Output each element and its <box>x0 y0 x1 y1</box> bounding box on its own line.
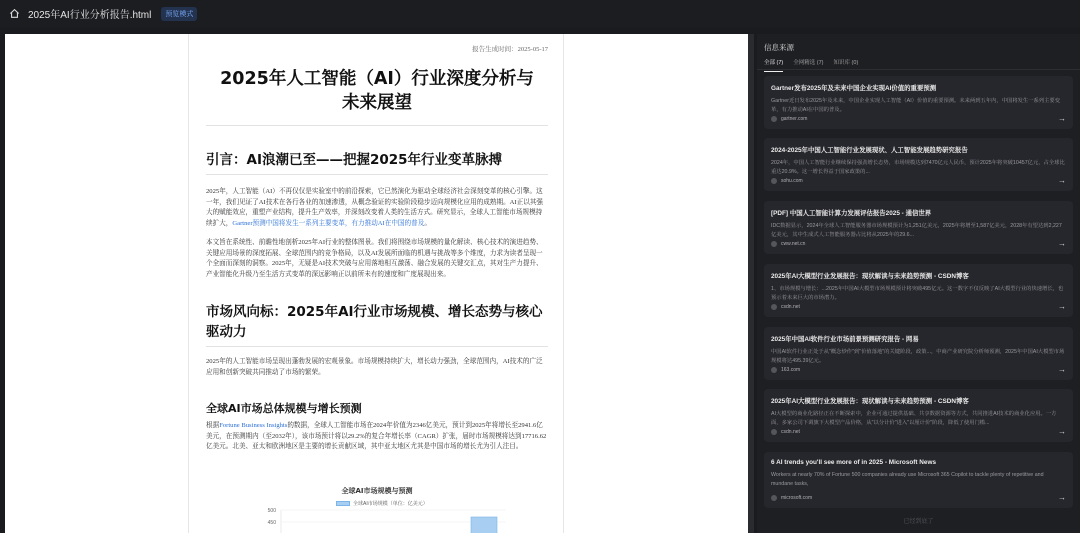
arrow-right-icon[interactable]: → <box>1058 427 1066 436</box>
divider <box>206 346 548 347</box>
global-market-paragraph: 根据Fortune Business Insights的数据，全球人工智能市场在2024年价值为2346亿美元，预计到2025年将增长至2941.6亿美元，在预测期内（至2032年），该市场预计将以29.2%的复合年增长率（CAGR）扩张，届时市场规模将达到17716.62亿美元。北美、亚太和欧洲地区是主要的增长贡献区域，其中亚太地区尤其是中国市场的增长尤为引人注目。 <box>206 422 547 450</box>
tabs-divider <box>757 69 1080 70</box>
source-title: 2024-2025年中国人工智能行业发展现状、人工智能发展趋势研究报告 <box>771 147 968 154</box>
intro-paragraph-1: 2025年，人工智能（AI）不再仅仅是实验室中的前沿探索，它已然演化为驱动全球经济社会深刻变革的核心引擎。这一年，我们见证了AI技术在各行各业的加速渗透，从概念验证的实验阶段稳步迈向规模化应用的成熟期。AI正以其强大的赋能效应，重塑产业结构，提升生产效率，并深刻改变着人类的生活方式。研究显示，全球人工智能市场规模持续扩大，Gartner预测中国将发生一系列主要变革，有力推动AI在中国的普及。 <box>206 188 544 227</box>
fortune-link[interactable]: Fortune Business Insights <box>219 422 288 429</box>
source-card[interactable] <box>764 138 1073 191</box>
source-title: 2025年中国AI软件行业市场前景预测研究报告 - 网易 <box>771 336 919 343</box>
generation-time: 报告生成时间：2025-05-17 <box>472 46 548 53</box>
source-snippet: Workers at nearly 70% of Fortune 500 companies already use Microsoft 365 Copilot to tackle plenty of repetitive and mundane tasks, <box>771 472 1044 487</box>
favicon-icon <box>771 178 777 184</box>
y-tick-label: 500 <box>267 508 276 514</box>
favicon-icon <box>771 495 777 501</box>
source-card[interactable] <box>764 452 1073 508</box>
report-title-line1: 2025年人工智能（AI）行业深度分析与 <box>220 69 534 89</box>
report-title-line2: 未来展望 <box>342 93 412 113</box>
top-bar <box>0 0 1080 27</box>
sources-panel <box>757 34 1080 533</box>
market-chart <box>206 504 548 533</box>
chart-title: 全球AI市场规模与预测 <box>341 487 413 495</box>
source-card[interactable] <box>764 327 1073 380</box>
source-domain: microsoft.com <box>781 495 813 501</box>
source-domain: gartner.com <box>781 116 808 122</box>
global-market-heading: 全球AI市场总体规模与增长预测 <box>206 402 362 415</box>
source-snippet: 中国AI软件行业正处于从"概念炒作"到"价值落地"的关键阶段，政策...，中商产业研究院分析师预测，2025年中国AI大模型市场规模将达495.39亿元。 <box>771 349 1065 364</box>
intro-paragraph-2: 本文旨在系统性、前瞻性地剖析2025年AI行业的整体图景。我们将围绕市场规模的量化解读、核心技术的演进趋势、关键应用场景的深度拓展、全球范围内的竞争格局，以及AI发展所面临的机遇与挑战等多个维度，力求为读者呈现一个全面而深刻的洞察。2025年，无疑是AI技术突破与应用落地相互激荡、融合发展的关键交汇点，其对生产力提升、产业智能化升级乃至生活方式变革的深远影响正以前所未有的速度和广度展现出来。 <box>206 239 543 278</box>
tab-all[interactable]: 全部 (7) <box>764 58 783 72</box>
legend-label: 全球AI市场规模（单位：亿美元） <box>353 501 428 507</box>
source-card[interactable] <box>764 264 1073 317</box>
source-title: [PDF] 中国人工智能计算力发展评估报告2025 - 通信世界 <box>771 210 932 217</box>
arrow-right-icon[interactable]: → <box>1058 493 1066 502</box>
chart-bar <box>471 517 497 533</box>
favicon-icon <box>771 367 777 373</box>
arrow-right-icon[interactable]: → <box>1058 302 1066 311</box>
source-snippet: IDC数据显示，2024年全球人工智能服务器市场规模预计为1,251亿美元，2025年将增至1,587亿美元，2028年有望达到2,227亿美元，其中生成式人工智能服务器占比将从2025年的29.6... <box>771 223 1062 238</box>
arrow-right-icon[interactable]: → <box>1058 239 1066 248</box>
source-title: 2025年AI大模型行业发展报告：现状解读与未来趋势预测 - CSDN博客 <box>771 273 969 280</box>
source-domain: csdn.net <box>781 429 800 435</box>
source-title: Gartner发布2025年及未来中国企业实现AI价值的重要预测 <box>771 85 937 92</box>
source-title: 2025年AI大模型行业发展报告：现状解读与未来趋势预测 - CSDN博客 <box>771 398 969 405</box>
document-scrollbar[interactable] <box>748 34 754 533</box>
arrow-right-icon[interactable]: → <box>1058 176 1066 185</box>
document-title: 2025年AI行业分析报告.html <box>28 10 152 21</box>
source-card[interactable] <box>764 76 1073 129</box>
source-card[interactable] <box>764 389 1073 442</box>
divider <box>206 125 548 126</box>
intro-heading: 引言：AI浪潮已至——把握2025年行业变革脉搏 <box>206 152 503 168</box>
source-domain: sohu.com <box>781 178 803 184</box>
source-title: 6 AI trends you'll see more of in 2025 - Microsoft News <box>771 459 936 466</box>
source-snippet: AI大模型的商业化路径正在不断探索中，企业可通过提供基础、共享数据资源等方式，共同推进AI技术的商业化应用。一方面，多家公司下调旗下大模型产品价格，从"以分计价"进入"以厘计价"阶段，降低了使用门槛... <box>771 411 1057 426</box>
y-tick-label: 450 <box>267 520 276 526</box>
preview-mode-badge: 预览模式 <box>161 7 197 21</box>
market-paragraph: 2025年的人工智能市场呈现出蓬勃发展的宏观景象。市场规模持续扩大，增长动力强劲，全球范围内，AI技术的广泛应用和创新突破共同推动了市场的繁荣。 <box>206 358 543 376</box>
source-card[interactable] <box>764 201 1073 254</box>
source-domain: csdn.net <box>781 304 800 310</box>
panel-title: 信息来源 <box>764 43 794 52</box>
source-domain: 163.com <box>781 367 801 373</box>
favicon-icon <box>771 241 777 247</box>
source-snippet: 2024年，中国人工智能行业继续保持强劲增长态势，市场规模达到7470亿元人民币，预计2025年将突破10457亿元，占全球比重达20.9%。这一增长得益于国家政策的... <box>771 160 1065 175</box>
tab-knowledge-base[interactable]: 知识库 (0) <box>833 60 859 66</box>
end-of-list-label: 已经到底了 <box>903 519 934 525</box>
document-viewer[interactable] <box>5 34 748 533</box>
document-page <box>188 34 564 533</box>
home-icon[interactable] <box>8 8 20 20</box>
source-domain: cww.net.cn <box>781 241 806 247</box>
favicon-icon <box>771 429 777 435</box>
arrow-right-icon[interactable]: → <box>1058 114 1066 123</box>
source-snippet: 1、市场规模与增长：...2025年中国AI大模型市场规模预计将突破495亿元。这一数字不仅反映了AI大模型行业的快速增长，也预示着未来巨大的市场潜力。 <box>771 286 1064 301</box>
arrow-right-icon[interactable]: → <box>1058 365 1066 374</box>
favicon-icon <box>771 304 777 310</box>
divider <box>206 174 548 175</box>
market-heading: 市场风向标：2025年AI行业市场规模、增长态势与核心驱动力 <box>206 304 543 340</box>
source-snippet: Gartner近日发布2025年及未来，中国企业实现人工智能（AI）价值的重要预测。未来两到五年内，中国将发生一系列主要变革，有力推动AI在中国的普及。 <box>771 98 1060 113</box>
report-title <box>206 67 548 115</box>
favicon-icon <box>771 116 777 122</box>
tab-web-selected[interactable]: 全网精选 (7) <box>793 60 824 66</box>
gartner-link[interactable]: Gartner预测中国将发生一系列主要变革，有力推动AI在中国的普及 <box>232 219 425 227</box>
